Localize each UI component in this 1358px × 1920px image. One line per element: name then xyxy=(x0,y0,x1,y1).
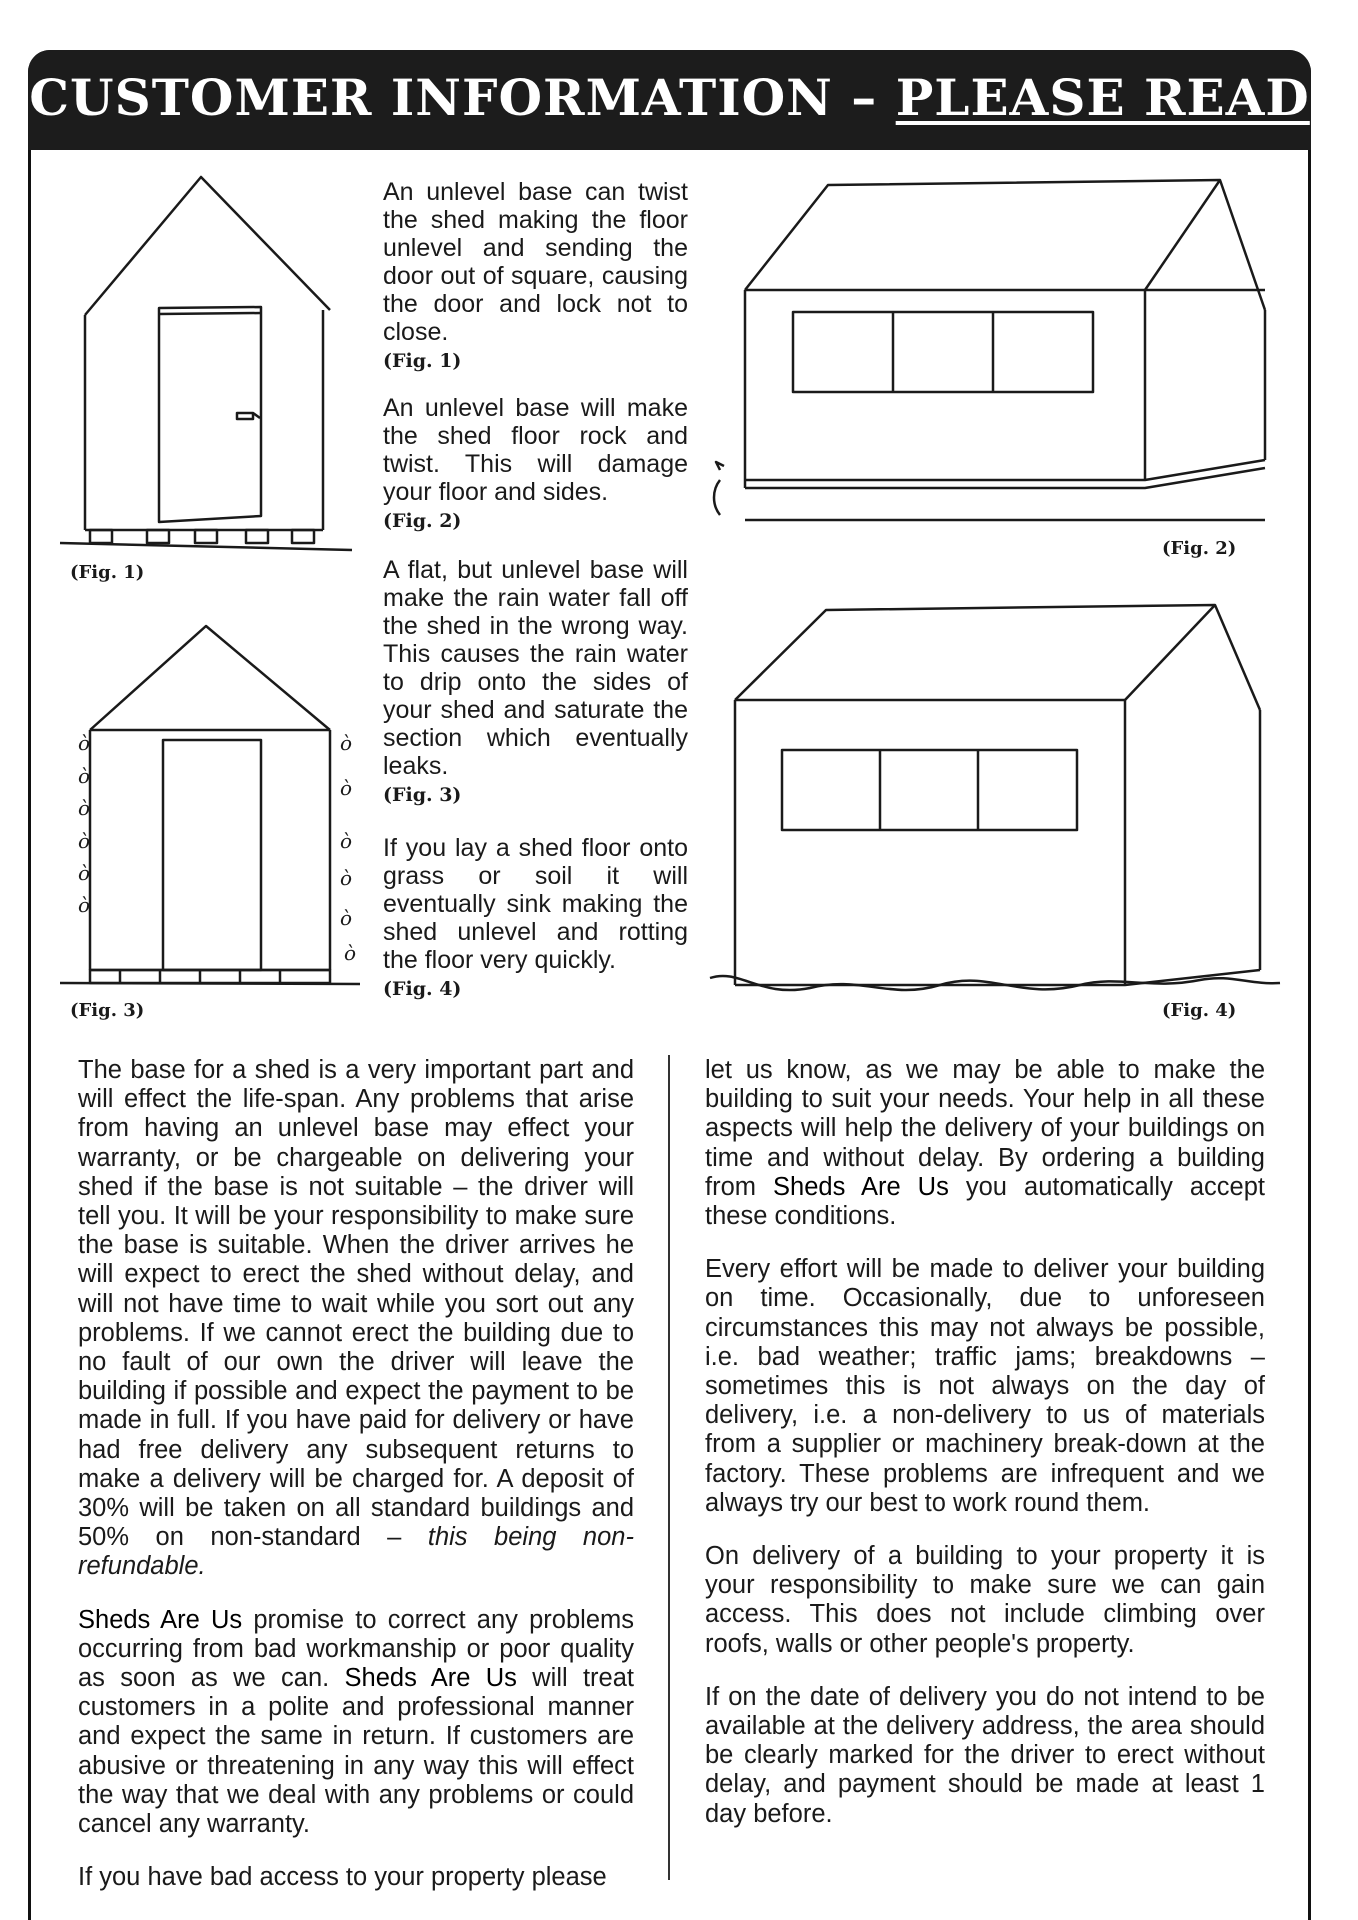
fig1-caption: (Fig. 1) xyxy=(70,562,145,583)
raindrop-icon: ò xyxy=(78,731,91,755)
raindrop-icon: ò xyxy=(78,764,91,788)
fig1-shed-drawing xyxy=(60,170,360,550)
raindrop-icon: ò xyxy=(78,796,91,820)
raindrop-icon: ò xyxy=(78,829,91,853)
title-part-2: PLEASE READ xyxy=(895,68,1310,127)
fig1-text: An unlevel base can twist the shed making the floor unlevel and sending the door out of square, causing the door and lock not to close. xyxy=(383,178,688,346)
help-text: let us know, as we may be able to make the building to suit your needs. Your help in all these aspects will help the delivery of your buildings on time and without delay. By ordering a building from xyxy=(705,1056,1265,1201)
left-paragraph-2 xyxy=(78,1606,634,1840)
fig4-shed-drawing xyxy=(700,590,1290,1010)
right-paragraph-4 xyxy=(705,1683,1265,1829)
fig3-shed-drawing xyxy=(60,620,380,1000)
brand-name: Sheds Are Us xyxy=(78,1605,243,1634)
raindrop-icon: ò xyxy=(340,829,353,853)
left-paragraph-3 xyxy=(78,1863,634,1892)
fig2-text: An unlevel base will make the shed floor rock and twist. This will damage your floor and sides. xyxy=(383,394,688,506)
right-paragraph-3 xyxy=(705,1542,1265,1659)
raindrop-icon: ò xyxy=(340,906,353,930)
non-refundable-text: this being non-refundable. xyxy=(78,1523,634,1581)
access-responsibility-text: On delivery of a building to your property it is your responsibility to make sure we can gain access. This does not include climbing over roofs, walls or other people's property. xyxy=(705,1542,1265,1658)
absence-text: If on the date of delivery you do not intend to be available at the delivery address, the area should be clearly marked for the driver to erect without delay, and payment should be made at least 1 day before. xyxy=(705,1682,1265,1828)
fig4-text: If you lay a shed floor onto grass or soil it will eventually sink making the shed unlevel and rotting the floor very quickly. xyxy=(383,834,688,974)
fig1-ref: (Fig. 1) xyxy=(383,350,462,372)
delivery-effort-text: Every effort will be made to deliver your building on time. Occasionally, due to unforeseen circumstances this may not always be possible, i.e. bad weather; traffic jams; breakdowns – sometimes this is not always on the day of delivery, i.e. a non-delivery to us of materials from a supplier or machinery break-down at the factory. These problems are infrequent and we always try our best to work round them. xyxy=(705,1255,1265,1517)
promise-text: promise to correct any problems occurring from bad workmanship or poor quality as soon as we can. xyxy=(78,1605,634,1693)
fig2-text-block xyxy=(383,394,688,534)
raindrop-icon: ò xyxy=(340,776,353,800)
fig2-shed-drawing xyxy=(700,170,1290,550)
raindrop-icon: ò xyxy=(78,861,91,885)
fig2-ref: (Fig. 2) xyxy=(383,510,462,532)
access-text: If you have bad access to your property please xyxy=(78,1863,607,1892)
right-paragraph-1 xyxy=(705,1056,1265,1231)
fig2-caption: (Fig. 2) xyxy=(1162,538,1237,559)
conduct-text: will treat customers in a polite and professional manner and expect the same in return. If customers are abusive or threatening in any way this will effect the way that we deal with any problems or could cancel any warranty. xyxy=(78,1664,634,1839)
fig3-text-block xyxy=(383,556,688,808)
brand-name: Sheds Are Us xyxy=(773,1172,949,1201)
left-column xyxy=(78,1056,634,1916)
raindrop-icon: ò xyxy=(78,893,91,917)
fig4-text-block xyxy=(383,834,688,1002)
header-bar xyxy=(28,50,1311,150)
left-paragraph-1 xyxy=(78,1056,634,1582)
right-column xyxy=(705,1056,1265,1853)
fig4-ref: (Fig. 4) xyxy=(383,978,462,1000)
page-title xyxy=(28,68,1311,127)
raindrop-icon: ò xyxy=(344,941,357,965)
accept-text: you automatically accept these conditions. xyxy=(705,1172,1265,1231)
fig1-text-block xyxy=(383,178,688,374)
brand-name: Sheds Are Us xyxy=(344,1664,517,1693)
column-divider xyxy=(668,1055,670,1880)
fig3-caption: (Fig. 3) xyxy=(70,1000,145,1021)
raindrop-icon: ò xyxy=(340,731,353,755)
deposit-text: The base for a shed is a very important part and will effect the life-span. Any problems that arise from having an unlevel base may effect your warranty, or be chargeable on delivering your shed if the base is not suitable – the driver will tell you. It will be your responsibility to make sure the base is suitable. When the driver arrives he will expect to erect the shed without delay, and will not have time to wait while you sort out any problems. If we cannot erect the building due to no fault of our own the driver will leave the building if possible and expect the payment to be made in full. If you have paid for delivery or have had free delivery any subsequent returns to make a delivery will be charged for. A deposit of 30% will be taken on all standard buildings and 50% on non-standard – xyxy=(78,1056,634,1552)
fig3-text: A flat, but unlevel base will make the rain water fall off the shed in the wrong way. This causes the rain water to drip onto the sides of your shed and saturate the section which eventually leaks. xyxy=(383,556,688,780)
fig3-ref: (Fig. 3) xyxy=(383,784,462,806)
right-paragraph-2 xyxy=(705,1255,1265,1518)
raindrop-icon: ò xyxy=(340,866,353,890)
fig4-caption: (Fig. 4) xyxy=(1162,1000,1237,1021)
title-part-1: CUSTOMER INFORMATION – xyxy=(29,68,878,127)
